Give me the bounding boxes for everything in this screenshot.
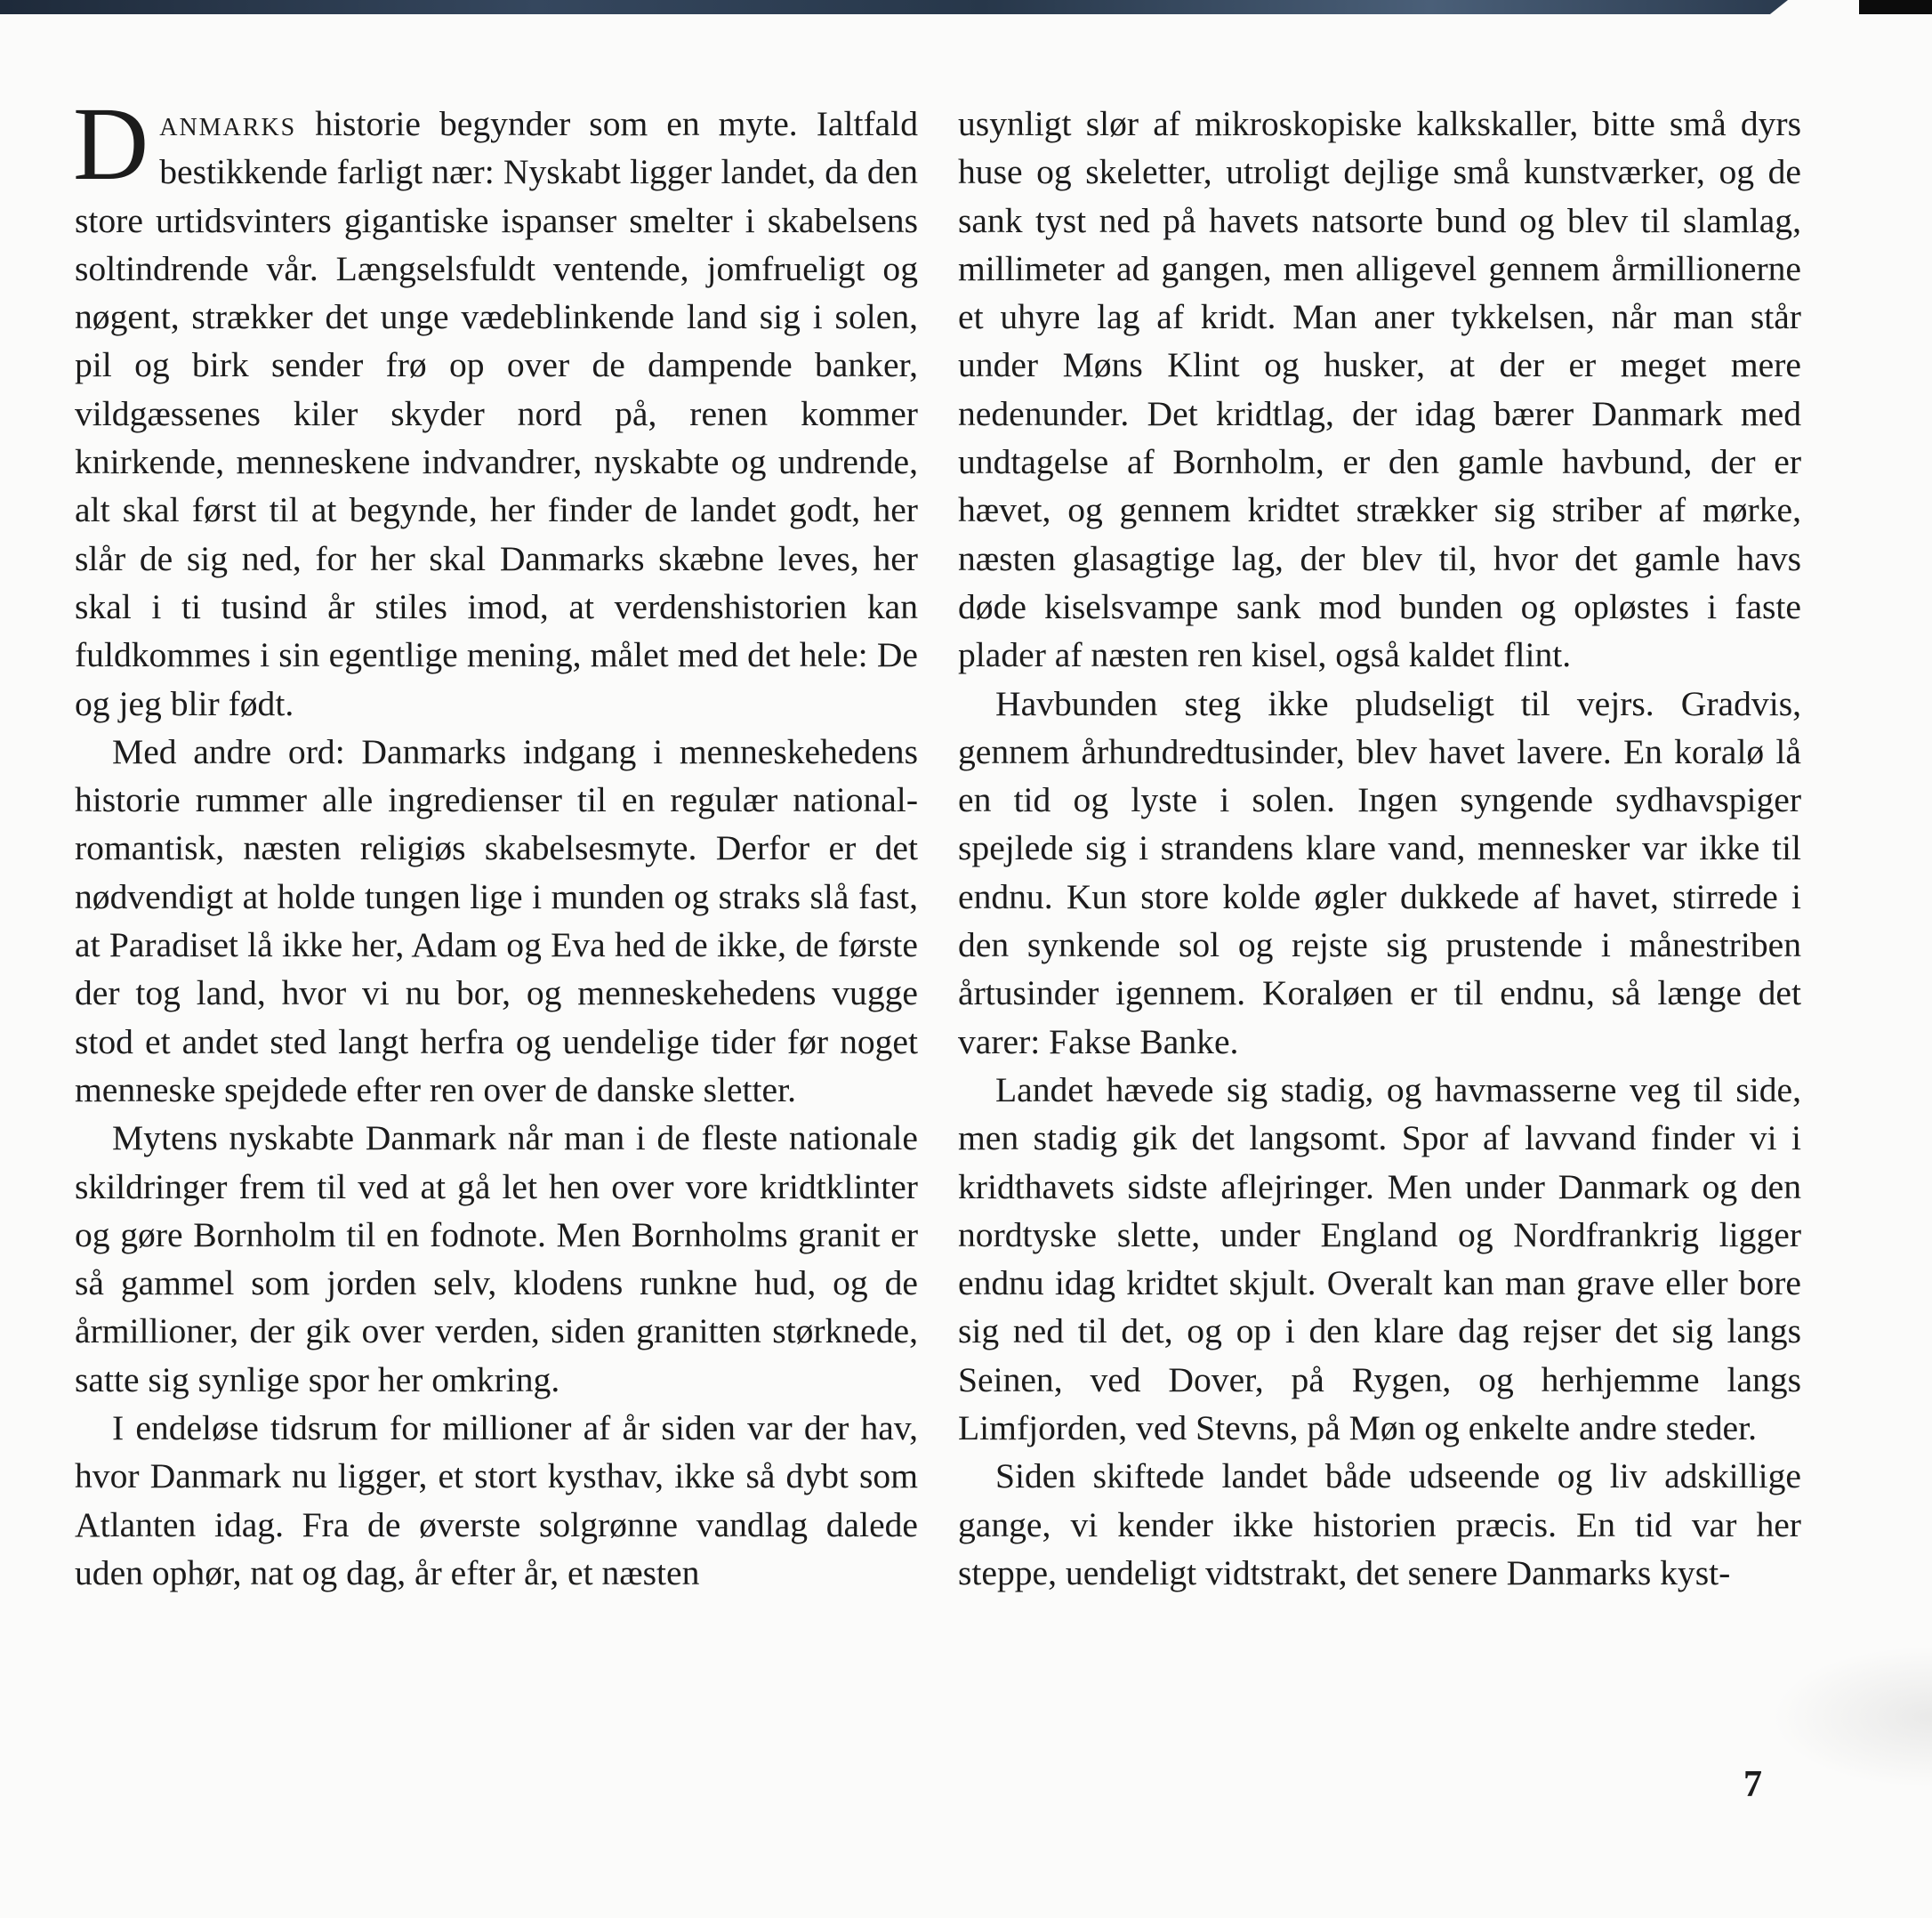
opening-word: anmarks [159,104,297,143]
top-photo-edge [0,0,1788,14]
paragraph-1 [73,85,918,728]
paragraph-4-continued: usynligt slør af mikroskopiske kalkskaller, bitte små dyrs huse og skeletter, utroligt dejlige små kunstværker, og de sank tyst ned på havets natsorte bund og blev til slamlag, millimeter ad gangen, men alligevel gennem årmillionerne et uhyre lag af kridt. Man aner tykkelsen, når man står under Møns Klint og husker, at der er meget mere nedenunder. Det kridtlag, der idag bærer Danmark med undtagelse af Bornholm, er den gamle havbund, der er hævet, og gennem kridtet strækker sig striber af mørke, næsten glasagtige lag, der blev til, hvor det gamle havs døde kiselsvampe sank mod bunden og opløstes i faste plader af næsten ren kisel, også kaldet flint. [958,104,1801,675]
paragraph-7: Siden skiftede landet både udseende og liv adskillige gange, vi kender ikke historien præcis. En tid var her steppe, uendeligt vidtstrakt, det senere Danmarks kyst- [958,1456,1801,1592]
drop-cap: D [73,85,149,202]
page-shadow [1772,1646,1932,1788]
paragraph-5: Havbunden steg ikke pludseligt til vejrs. Gradvis, gennem århundredtusinder, blev havet lavere. En koralø lå en tid og lyste i solen. Ingen syngende sydhavspiger spejlede sig i strandens klare vand, mennesker var ikke til endnu. Kun store kolde øgler dukkede af havet, stirrede i den synkende sol og rejste sig prustende i månestriben årtusinder igennem. Koraløen er til endnu, så længe det varer: Fakse Banke. [958,683,1801,1061]
left-text-column [73,85,918,1597]
top-right-dark-mark [1859,0,1932,14]
paragraph-6: Landet hævede sig stadig, og havmasserne veg til side, men stadig gik det langsomt. Spor af lavvand finder vi i kridthavets sidste aflejringer. Men under Danmark og den nordtyske slette, under England og Nordfrankrig ligger endnu idag kridtet skjult. Overalt kan man grave eller bore sig ned til det, og op i den klare dag rejser det sig langs Seinen, ved Dover, på Rygen, og herhjemme langs Limfjorden, ved Stevns, på Møn og enkelte andre steder. [958,1069,1801,1448]
paragraph-4: I endeløse tidsrum for millioner af år siden var der hav, hvor Danmark nu ligger, et stort kysthav, ikke så dybt som Atlanten idag. Fra de øverste solgrønne vandlag dalede uden ophør, nat og dag, år efter år, et næsten [75,1408,918,1592]
page-number: 7 [1743,1764,1762,1805]
right-text-column [958,100,1801,1597]
paragraph-1-text: historie begynder som en myte. Ialtfald bestikkende farligt nær: Nyskabt ligger landet, da den store urtidsvinters gigantiske ispanser smelter i skabelsens soltindrende vår. Længselsfuldt ventende, jomfrueligt og nøgent, strækker det unge vædeblinkende land sig i solen, pil og birk sender frø op over de dampende banker, vildgæssenes kiler skyder nord på, renen kommer knirkende, menneskene indvandrer, nyskabte og undrende, alt skal først til at begynde, her finder de landet godt, her slår de sig ned, for her skal Danmarks skæbne leves, her skal i ti tusind år stiles imod, at verdenshistorien kan fuldkommes i sin egentlige mening, målet med det hele: De og jeg blir født. [75,104,918,723]
paragraph-2: Med andre ord: Danmarks indgang i menneskehedens historie rummer alle ingredienser til en regulær nationalromantisk, næsten religiøs skabelsesmyte. Derfor er det nødvendigt at holde tungen lige i munden og straks slå fast, at Paradiset lå ikke her, Adam og Eva hed de ikke, de første der tog land, hvor vi nu bor, og menneskehedens vugge stod et andet sted langt herfra og uendelige tider før noget menneske spejdede efter ren over de danske sletter. [75,731,918,1109]
paragraph-3: Mytens nyskabte Danmark når man i de fleste nationale skildringer frem til ved at gå let hen over vore kridtklinter og gøre Bornholm til en fodnote. Men Bornholms granit er så gammel som jorden selv, klodens runkne hud, og de årmillioner, der gik over verden, siden granitten størknede, satte sig synlige spor her omkring. [75,1118,918,1399]
